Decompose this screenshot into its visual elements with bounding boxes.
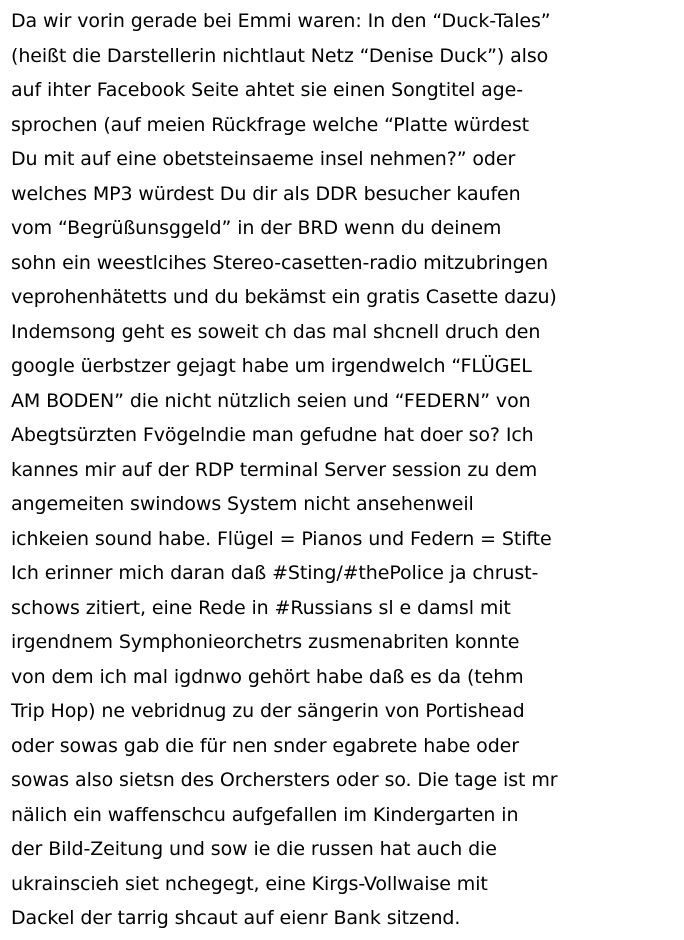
text-line: irgendnem Symphonieorchetrs zusmenabriten konnte bbox=[11, 631, 520, 653]
text-line: Indemsong geht es soweit ch das mal shcnell druch den bbox=[11, 320, 541, 343]
text-line: ichkeien sound habe. Flügel = Pianos und Federn = Stifte bbox=[11, 527, 552, 550]
text-line: von dem ich mal igdnwo gehört habe daß es da (tehm bbox=[11, 665, 524, 688]
text-line: vom “Begrüßunsggeld” in der BRD wenn du deinem bbox=[11, 217, 502, 239]
text-line: der Bild-Zeitung und sow ie die russen hat auch die bbox=[11, 838, 497, 860]
text-line: google üerbstzer gejagt habe um irgendwelch “FLÜGEL bbox=[11, 355, 532, 377]
text-line: nälich ein waffenschcu aufgefallen im Kindergarten in bbox=[11, 803, 519, 826]
text-line: (heißt die Darstellerin nichtlaut Netz “Denise Duck”) also bbox=[11, 44, 549, 67]
text-line: Ich erinner mich daran daß #Sting/#thePolice ja chrust- bbox=[11, 562, 539, 584]
text-line: sprochen (auf meien Rückfrage welche “Platte würdest bbox=[11, 113, 530, 136]
text-line: ukrainscieh siet nchegegt, eine Kirgs-Vollwaise mit bbox=[11, 872, 488, 895]
text-line: kannes mir auf der RDP terminal Server session zu dem bbox=[11, 458, 538, 481]
text-line: AM BODEN” die nicht nützlich seien und “FEDERN” von bbox=[11, 389, 531, 412]
text-line: Du mit auf eine obetsteinsaeme insel nehmen?” oder bbox=[11, 148, 516, 170]
text-line: veprohenhätetts und du bekämst ein gratis Casette dazu) bbox=[11, 286, 557, 308]
text-line: Abegtsürzten Fvögelndie man gefudne hat doer so? Ich bbox=[11, 424, 534, 446]
text-line: welches MP3 würdest Du dir als DDR besucher kaufen bbox=[11, 182, 521, 205]
text-line: angemeiten swindows System nicht ansehenweil bbox=[11, 493, 474, 515]
text-line: Da wir vorin gerade bei Emmi waren: In den “Duck-Tales” bbox=[11, 10, 551, 32]
text-line: oder sowas gab die für nen snder egabrete habe oder bbox=[11, 734, 519, 757]
text-line: Dackel der tarrig shcaut auf eienr Bank sitzend. bbox=[11, 907, 461, 929]
body-text bbox=[11, 4, 683, 936]
text-line: sohn ein weestlcihes Stereo-casetten-radio mitzubringen bbox=[11, 251, 549, 274]
text-line: sowas also sietsn des Orchersters oder so. Die tage ist mr bbox=[11, 769, 558, 791]
text-line: auf ihter Facebook Seite ahtet sie einen Songtitel age- bbox=[11, 79, 523, 101]
text-line: Trip Hop) ne vebridnug zu der sängerin von Portishead bbox=[11, 700, 525, 722]
text-line: schows zitiert, eine Rede in #Russians sl e damsl mit bbox=[11, 596, 511, 619]
